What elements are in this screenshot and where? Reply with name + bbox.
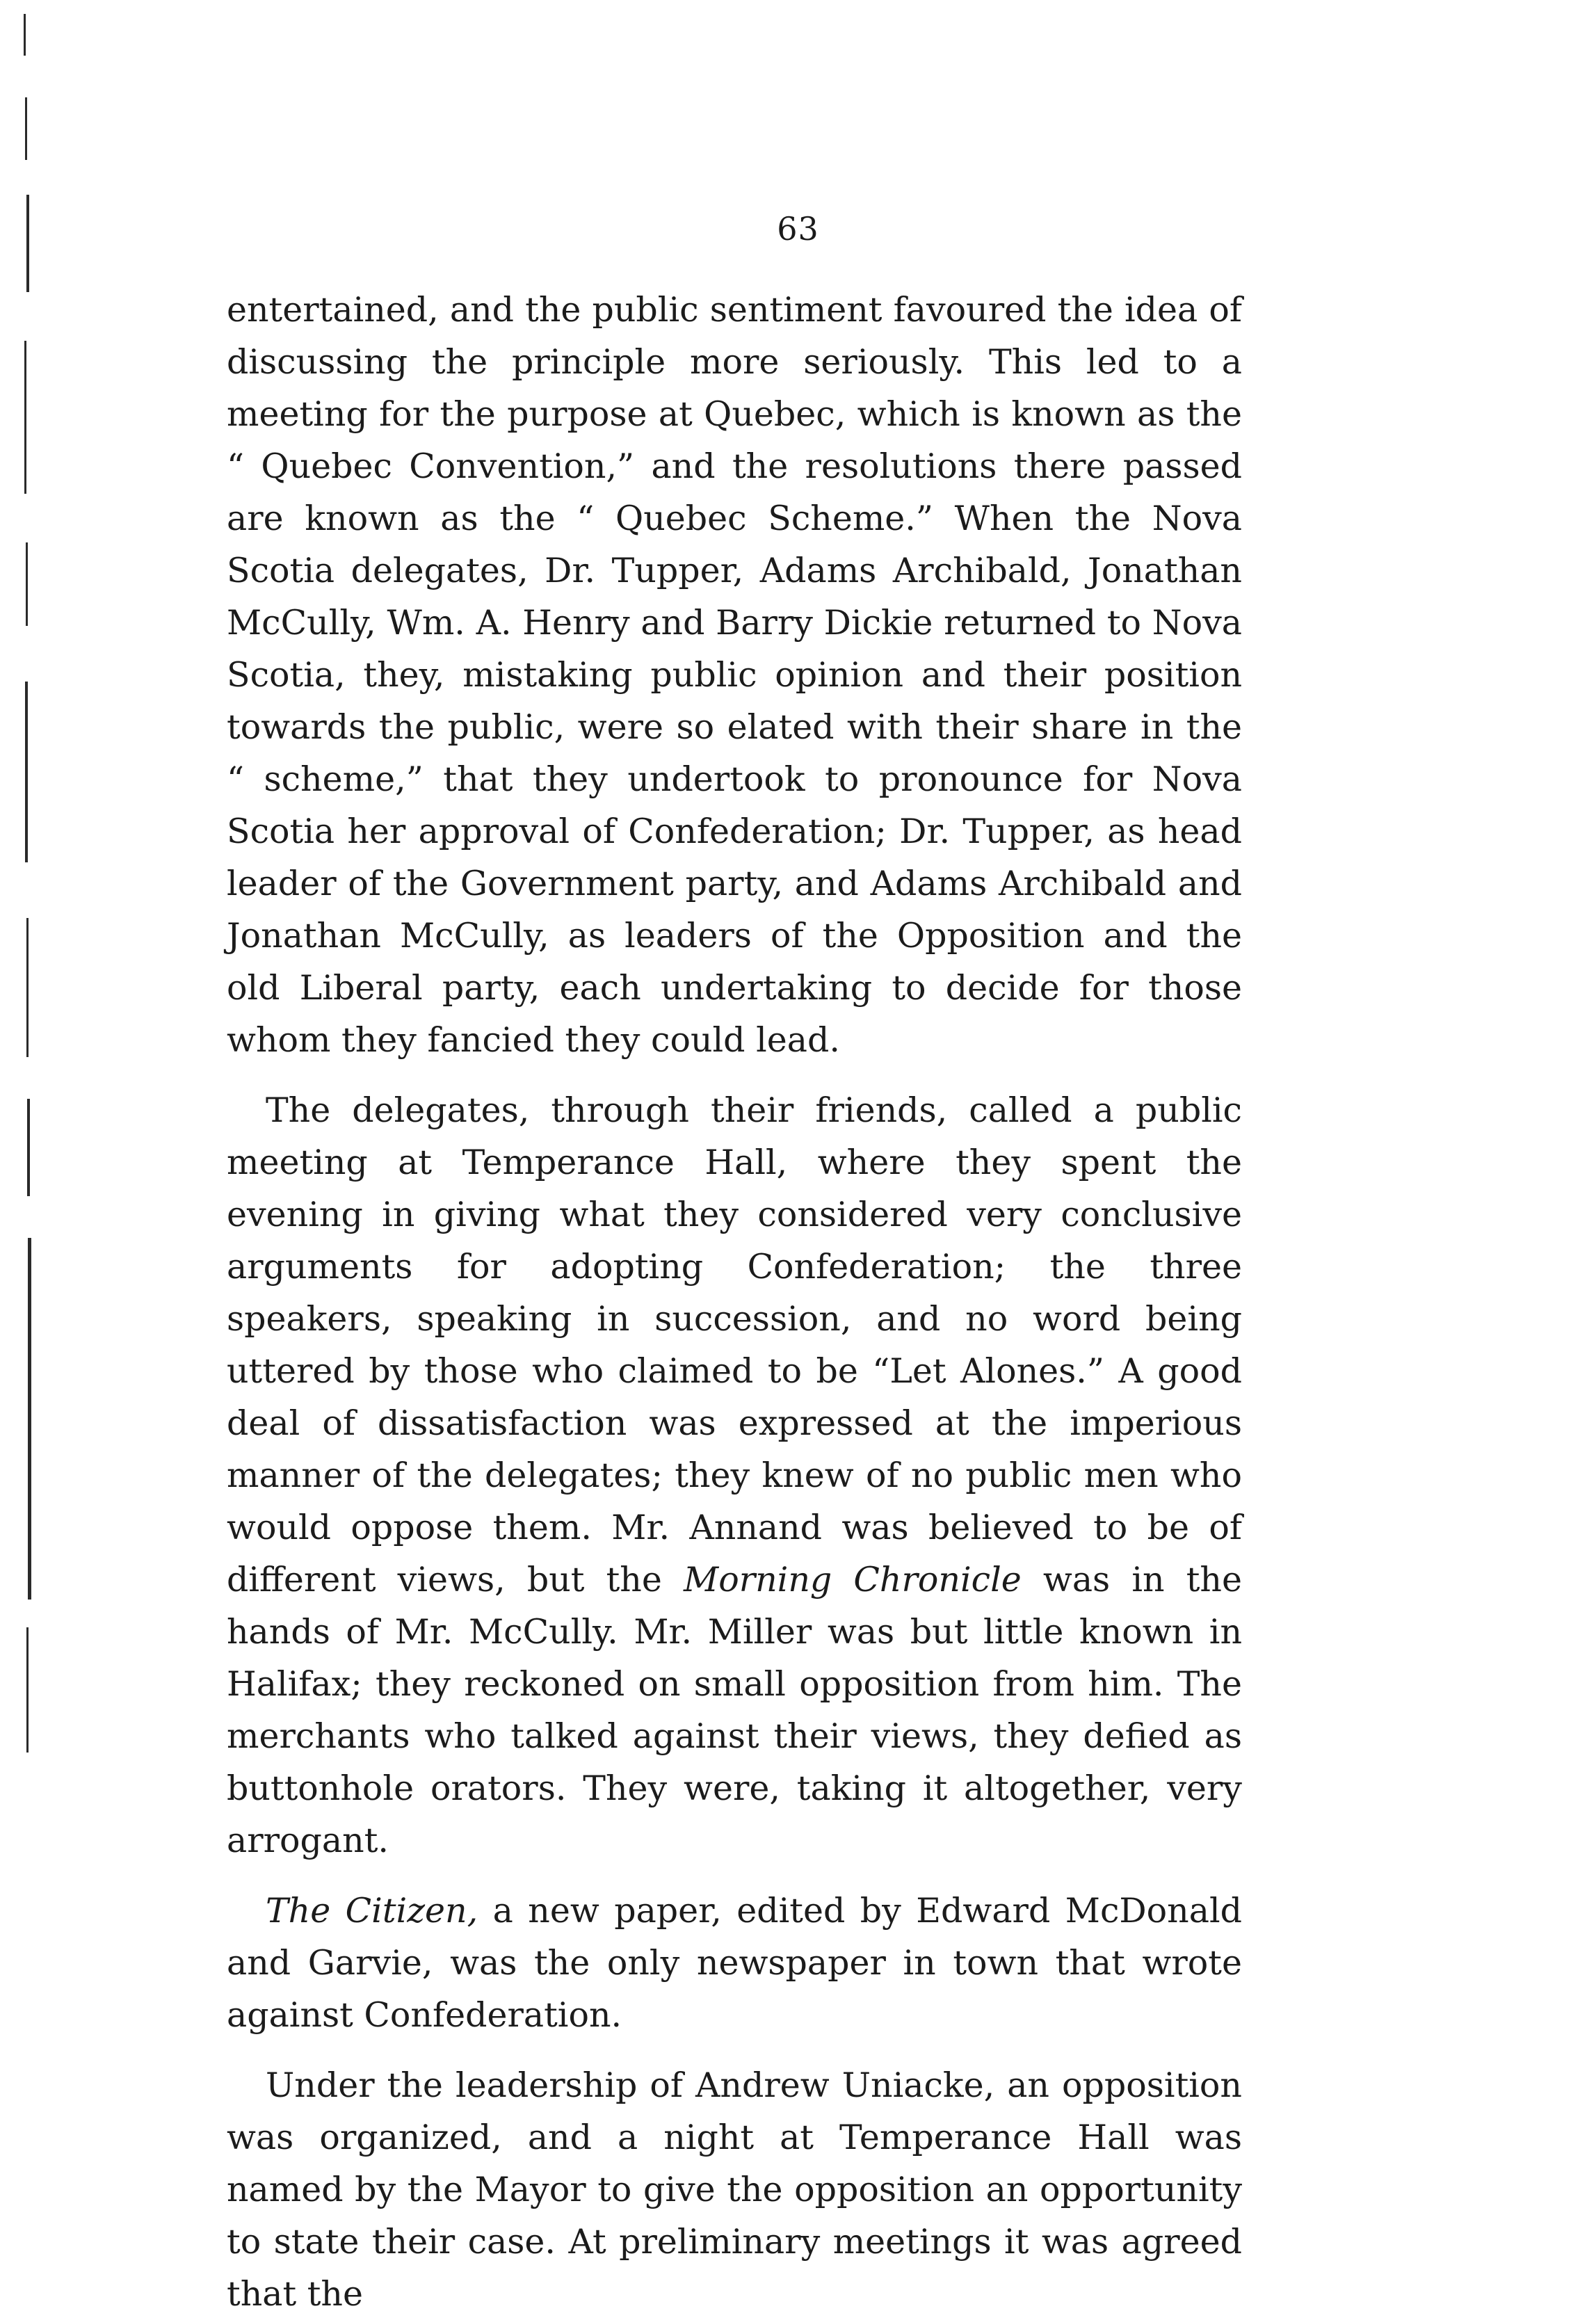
text-segment: was in the hands of Mr. McCully. Mr. Miller was but little known in Halifax; they reckoned on small opposition from him. The merchants who talked against their views, they defied as buttonhole orators. They were, taking it altogether, very arrogant. [227,1560,1242,1860]
paragraph [227,284,1242,1066]
gutter-mark [25,682,28,862]
gutter-mark [28,1238,31,1600]
gutter-mark [27,1099,30,1196]
paragraph [227,1084,1242,1867]
gutter-mark [24,14,26,56]
newspaper-title: The Citizen, [266,1891,478,1931]
gutter-mark [26,1627,29,1753]
paragraph [227,1885,1242,2041]
gutter-mark [25,97,27,160]
gutter-mark [26,542,28,626]
body-text [227,284,1242,2320]
paragraph [227,2059,1242,2320]
gutter-mark [24,341,26,494]
newspaper-title: Morning Chronicle [684,1560,1022,1600]
page-number: 63 [777,210,819,248]
text-segment: entertained, and the public sentiment favoured the idea of discussing the principle more seriously. This led to a meeting for the purpose at Quebec, which is known as the “ Quebec Convention,” and the resolutions there passed are known as the “ Quebec Scheme.” When the Nova Scotia delegates, Dr. Tupper, Adams Archibald, Jonathan McCully, Wm. A. Henry and Barry Dickie returned to Nova Scotia, they, mistaking public opinion and their position towards the public, were so elated with their share in the “ scheme,” that they undertook to pronounce for Nova Scotia her approval of Confederation; Dr. Tupper, as head leader of the Government party, and Adams Archibald and Jonathan McCully, as leaders of the Opposition and the old Liberal party, each undertaking to decide for those whom they fancied they could lead. [227,290,1242,1060]
text-segment: Under the leadership of Andrew Uniacke, an opposition was organized, and a night at Temperance Hall was named by the Mayor to give the opposition an opportunity to state their case. At preliminary meetings it was agreed that the [227,2065,1242,2314]
text-segment: The delegates, through their friends, called a public meeting at Temperance Hall, where they spent the evening in giving what they considered very conclusive arguments for adopting Confederation; the three speakers, speaking in succession, and no word being uttered by those who claimed to be “Let Alones.” A good deal of dissatisfaction was expressed at the imperious manner of the delegates; they knew of no public men who would oppose them. Mr. Annand was believed to be of different views, but the [227,1090,1242,1600]
gutter-mark [26,918,29,1057]
text-segment: a new paper, edited by Edward McDonald and Garvie, was the only newspaper in town that wrote against Confederation. [227,1891,1242,2035]
binding-gutter-marks [21,14,49,1766]
